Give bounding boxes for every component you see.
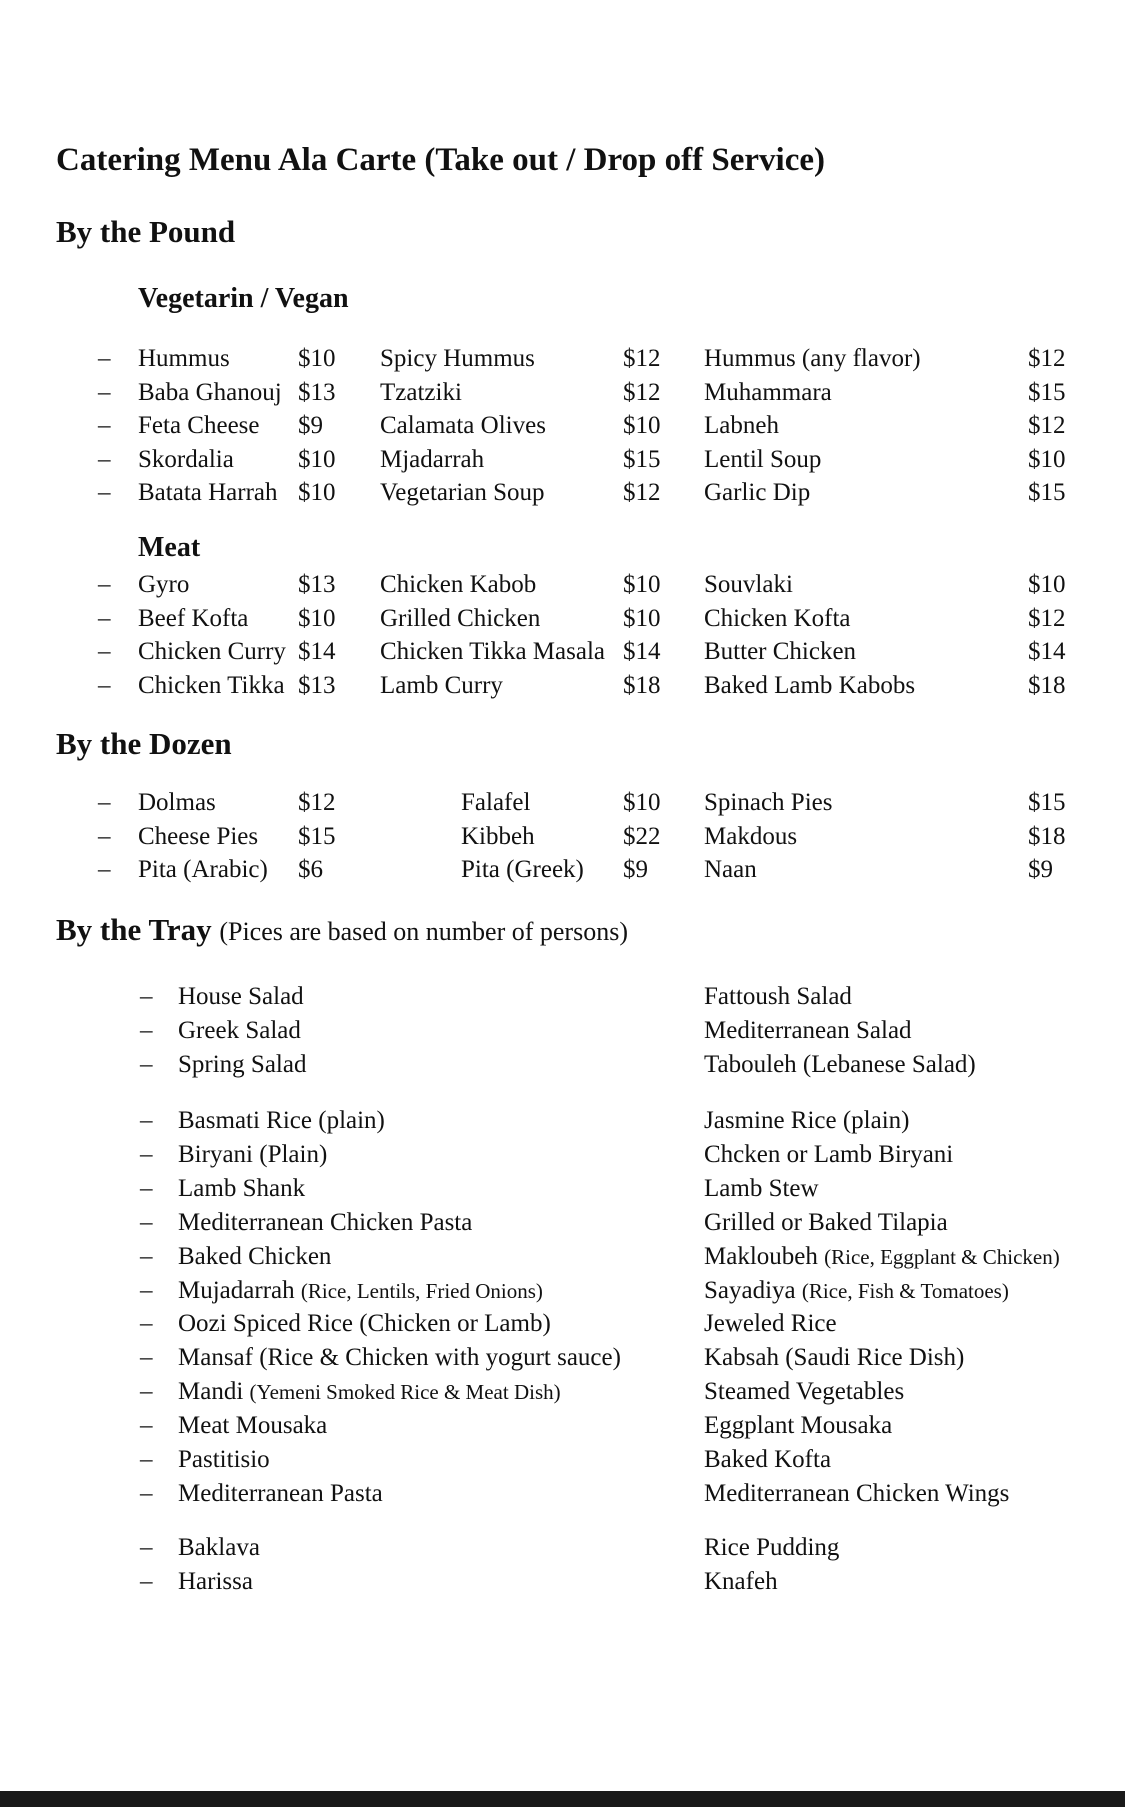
item-price: $12 bbox=[623, 378, 661, 406]
item-price: $12 bbox=[1028, 604, 1066, 632]
tray-heading: By the Tray bbox=[56, 912, 212, 947]
list-dash: – bbox=[98, 822, 111, 850]
list-dash: – bbox=[140, 1446, 153, 1473]
tray-row bbox=[0, 1014, 1125, 1048]
item-name: Mjadarrah bbox=[380, 445, 485, 473]
item-name-right: Grilled or Baked Tilapia bbox=[704, 1208, 948, 1236]
item-name: Kibbeh bbox=[461, 822, 535, 850]
item-name: Falafel bbox=[461, 789, 531, 816]
list-dash: – bbox=[98, 571, 111, 598]
item-name: Pita (Arabic) bbox=[138, 856, 268, 883]
item-name-left: Meat Mousaka bbox=[178, 1412, 328, 1440]
list-dash: – bbox=[140, 1140, 153, 1168]
list-dash: – bbox=[140, 1242, 153, 1270]
item-price: $10 bbox=[623, 571, 661, 598]
tray-row bbox=[0, 1409, 1125, 1443]
list-dash: – bbox=[98, 412, 111, 439]
tray-row bbox=[0, 1307, 1125, 1341]
menu-row bbox=[0, 635, 1125, 669]
item-name: Chicken Kofta bbox=[704, 604, 851, 632]
menu-row bbox=[0, 568, 1125, 602]
item-name: Spinach Pies bbox=[704, 789, 833, 816]
item-name: Labneh bbox=[704, 412, 779, 439]
tray-row bbox=[0, 1274, 1125, 1308]
item-name-left: House Salad bbox=[178, 983, 304, 1010]
tray-row bbox=[0, 1443, 1125, 1477]
item-name-right: Tabouleh (Lebanese Salad) bbox=[704, 1050, 976, 1078]
item-name-right: Baked Kofta bbox=[704, 1446, 832, 1473]
list-dash: – bbox=[140, 1344, 153, 1372]
item-price: $12 bbox=[1028, 412, 1066, 439]
item-name: Feta Cheese bbox=[138, 412, 260, 439]
item-price: $13 bbox=[298, 571, 336, 598]
item-name-right: Kabsah (Saudi Rice Dish) bbox=[704, 1344, 965, 1372]
tray-row bbox=[0, 1565, 1125, 1599]
item-name-right: Steamed Vegetables bbox=[704, 1378, 905, 1406]
item-name-right: Jasmine Rice (plain) bbox=[704, 1107, 910, 1134]
item-price: $10 bbox=[1028, 445, 1066, 473]
list-dash: – bbox=[140, 1412, 153, 1440]
item-name-left: Spring Salad bbox=[178, 1050, 307, 1078]
item-name: Hummus (any flavor) bbox=[704, 345, 921, 372]
item-name-left: Oozi Spiced Rice (Chicken or Lamb) bbox=[178, 1310, 551, 1338]
section-by-the-dozen: By the Dozen bbox=[56, 726, 232, 761]
tray-row bbox=[0, 980, 1125, 1014]
item-name: Gyro bbox=[138, 571, 190, 598]
section-by-the-tray bbox=[56, 912, 628, 948]
item-name: Batata Harrah bbox=[138, 479, 278, 506]
item-price: $10 bbox=[1028, 571, 1066, 598]
tray-row bbox=[0, 1104, 1125, 1138]
item-name: Makdous bbox=[704, 822, 798, 850]
menu-row bbox=[0, 602, 1125, 636]
item-name-right: Mediterranean Salad bbox=[704, 1016, 912, 1044]
item-name: Lentil Soup bbox=[704, 445, 822, 473]
menu-row bbox=[0, 669, 1125, 703]
item-name-right: Fattoush Salad bbox=[704, 983, 852, 1010]
list-dash: – bbox=[140, 1567, 153, 1595]
item-name-left: Greek Salad bbox=[178, 1016, 301, 1044]
tray-row bbox=[0, 1477, 1125, 1511]
menu-row bbox=[0, 820, 1125, 854]
menu-row bbox=[0, 376, 1125, 410]
item-name-left: Biryani (Plain) bbox=[178, 1140, 328, 1168]
item-price: $13 bbox=[298, 378, 336, 406]
item-name-left: Mujadarrah (Rice, Lentils, Fried Onions) bbox=[178, 1276, 543, 1304]
list-dash: – bbox=[98, 856, 111, 883]
list-dash: – bbox=[98, 671, 111, 699]
item-name: Chicken Kabob bbox=[380, 571, 537, 598]
subsection-vegetarian: Vegetarin / Vegan bbox=[138, 283, 349, 314]
tray-row bbox=[0, 1240, 1125, 1274]
item-price: $15 bbox=[298, 822, 336, 850]
item-price: $9 bbox=[298, 412, 323, 439]
tray-row bbox=[0, 1375, 1125, 1409]
tray-row bbox=[0, 1048, 1125, 1082]
menu-row bbox=[0, 443, 1125, 477]
section-by-the-pound: By the Pound bbox=[56, 214, 236, 249]
list-dash: – bbox=[98, 445, 111, 473]
tray-row bbox=[0, 1531, 1125, 1565]
item-name-right: Makloubeh (Rice, Eggplant & Chicken) bbox=[704, 1242, 1060, 1270]
item-name: Calamata Olives bbox=[380, 412, 546, 439]
item-name: Pita (Greek) bbox=[461, 856, 584, 883]
item-price: $14 bbox=[298, 638, 336, 665]
tray-row bbox=[0, 1172, 1125, 1206]
menu-row bbox=[0, 342, 1125, 376]
item-price: $9 bbox=[1028, 856, 1053, 883]
item-price: $22 bbox=[623, 822, 661, 850]
item-name-left: Lamb Shank bbox=[178, 1174, 306, 1202]
tray-row bbox=[0, 1206, 1125, 1240]
item-name: Lamb Curry bbox=[380, 671, 503, 699]
item-name-right: Jeweled Rice bbox=[704, 1310, 837, 1338]
item-note: (Rice, Fish & Tomatoes) bbox=[801, 1278, 1009, 1303]
item-name: Tzatziki bbox=[380, 378, 462, 406]
item-name-left: Mansaf (Rice & Chicken with yogurt sauce) bbox=[178, 1344, 621, 1372]
list-dash: – bbox=[140, 1016, 153, 1044]
item-name: Chicken Tikka Masala bbox=[380, 638, 605, 665]
item-price: $12 bbox=[623, 345, 661, 372]
list-dash: – bbox=[140, 1479, 153, 1507]
item-name: Baked Lamb Kabobs bbox=[704, 671, 916, 699]
item-name: Dolmas bbox=[138, 789, 216, 816]
menu-row bbox=[0, 853, 1125, 887]
tray-row bbox=[0, 1138, 1125, 1172]
list-dash: – bbox=[140, 1050, 153, 1078]
item-name: Spicy Hummus bbox=[380, 345, 535, 372]
list-dash: – bbox=[98, 638, 111, 665]
item-name: Souvlaki bbox=[704, 571, 793, 598]
item-price: $15 bbox=[1028, 479, 1066, 506]
list-dash: – bbox=[140, 1378, 153, 1406]
tray-note: (Pices are based on number of persons) bbox=[219, 917, 628, 946]
item-name-left: Mediterranean Pasta bbox=[178, 1479, 383, 1507]
item-price: $13 bbox=[298, 671, 336, 699]
item-name-right: Eggplant Mousaka bbox=[704, 1412, 893, 1440]
list-dash: – bbox=[140, 1534, 153, 1561]
item-name-left: Pastitisio bbox=[178, 1446, 270, 1473]
item-name: Chicken Curry bbox=[138, 638, 286, 665]
item-price: $6 bbox=[298, 856, 323, 883]
item-name: Cheese Pies bbox=[138, 822, 259, 850]
list-dash: – bbox=[140, 1107, 153, 1134]
item-note: (Rice, Eggplant & Chicken) bbox=[824, 1244, 1060, 1269]
item-name-right: Chcken or Lamb Biryani bbox=[704, 1140, 954, 1168]
item-price: $15 bbox=[1028, 378, 1066, 406]
item-name-left: Basmati Rice (plain) bbox=[178, 1107, 385, 1134]
item-name: Garlic Dip bbox=[704, 479, 811, 506]
item-price: $14 bbox=[1028, 638, 1066, 665]
item-price: $15 bbox=[623, 445, 661, 473]
bottom-bar bbox=[0, 1791, 1125, 1807]
list-dash: – bbox=[98, 378, 111, 406]
list-dash: – bbox=[140, 1310, 153, 1338]
item-note: (Rice, Lentils, Fried Onions) bbox=[300, 1278, 543, 1303]
list-dash: – bbox=[98, 479, 111, 506]
subsection-meat: Meat bbox=[138, 532, 201, 563]
item-name: Muhammara bbox=[704, 378, 832, 406]
item-name-left: Baklava bbox=[178, 1534, 260, 1561]
item-name-right: Mediterranean Chicken Wings bbox=[704, 1479, 1010, 1507]
item-name-left: Mediterranean Chicken Pasta bbox=[178, 1208, 473, 1236]
item-price: $10 bbox=[298, 445, 336, 473]
item-name-right: Lamb Stew bbox=[704, 1174, 819, 1202]
list-dash: – bbox=[98, 789, 111, 816]
item-price: $12 bbox=[623, 479, 661, 506]
list-dash: – bbox=[140, 983, 153, 1010]
item-note: (Yemeni Smoked Rice & Meat Dish) bbox=[249, 1380, 561, 1405]
item-name: Vegetarian Soup bbox=[380, 479, 545, 506]
item-price: $10 bbox=[623, 604, 661, 632]
item-price: $18 bbox=[1028, 671, 1066, 699]
page-title: Catering Menu Ala Carte (Take out / Drop off Service) bbox=[56, 142, 825, 178]
menu-row bbox=[0, 786, 1125, 820]
list-dash: – bbox=[98, 345, 111, 372]
item-name: Chicken Tikka bbox=[138, 671, 285, 699]
item-name: Grilled Chicken bbox=[380, 604, 541, 632]
item-name-right: Rice Pudding bbox=[704, 1534, 840, 1561]
item-price: $18 bbox=[1028, 822, 1066, 850]
item-price: $9 bbox=[623, 856, 648, 883]
item-name-left: Mandi (Yemeni Smoked Rice & Meat Dish) bbox=[178, 1378, 561, 1406]
list-dash: – bbox=[140, 1276, 153, 1304]
item-price: $10 bbox=[623, 789, 661, 816]
list-dash: – bbox=[140, 1174, 153, 1202]
item-name: Beef Kofta bbox=[138, 604, 249, 632]
item-name: Baba Ghanouj bbox=[138, 378, 282, 406]
item-name-left: Baked Chicken bbox=[178, 1242, 332, 1270]
item-price: $15 bbox=[1028, 789, 1066, 816]
list-dash: – bbox=[140, 1208, 153, 1236]
item-name-left: Harissa bbox=[178, 1567, 253, 1595]
item-name: Naan bbox=[704, 856, 757, 883]
item-name-right: Knafeh bbox=[704, 1567, 778, 1595]
item-price: $12 bbox=[298, 789, 336, 816]
item-price: $10 bbox=[298, 345, 336, 372]
item-name-right: Sayadiya (Rice, Fish & Tomatoes) bbox=[704, 1276, 1009, 1304]
item-price: $18 bbox=[623, 671, 661, 699]
menu-row bbox=[0, 409, 1125, 443]
item-price: $10 bbox=[298, 479, 336, 506]
item-name: Hummus bbox=[138, 345, 230, 372]
menu-row bbox=[0, 476, 1125, 510]
item-price: $10 bbox=[298, 604, 336, 632]
item-price: $14 bbox=[623, 638, 661, 665]
item-price: $10 bbox=[623, 412, 661, 439]
tray-row bbox=[0, 1341, 1125, 1375]
item-name: Skordalia bbox=[138, 445, 234, 473]
list-dash: – bbox=[98, 604, 111, 632]
item-price: $12 bbox=[1028, 345, 1066, 372]
item-name: Butter Chicken bbox=[704, 638, 857, 665]
